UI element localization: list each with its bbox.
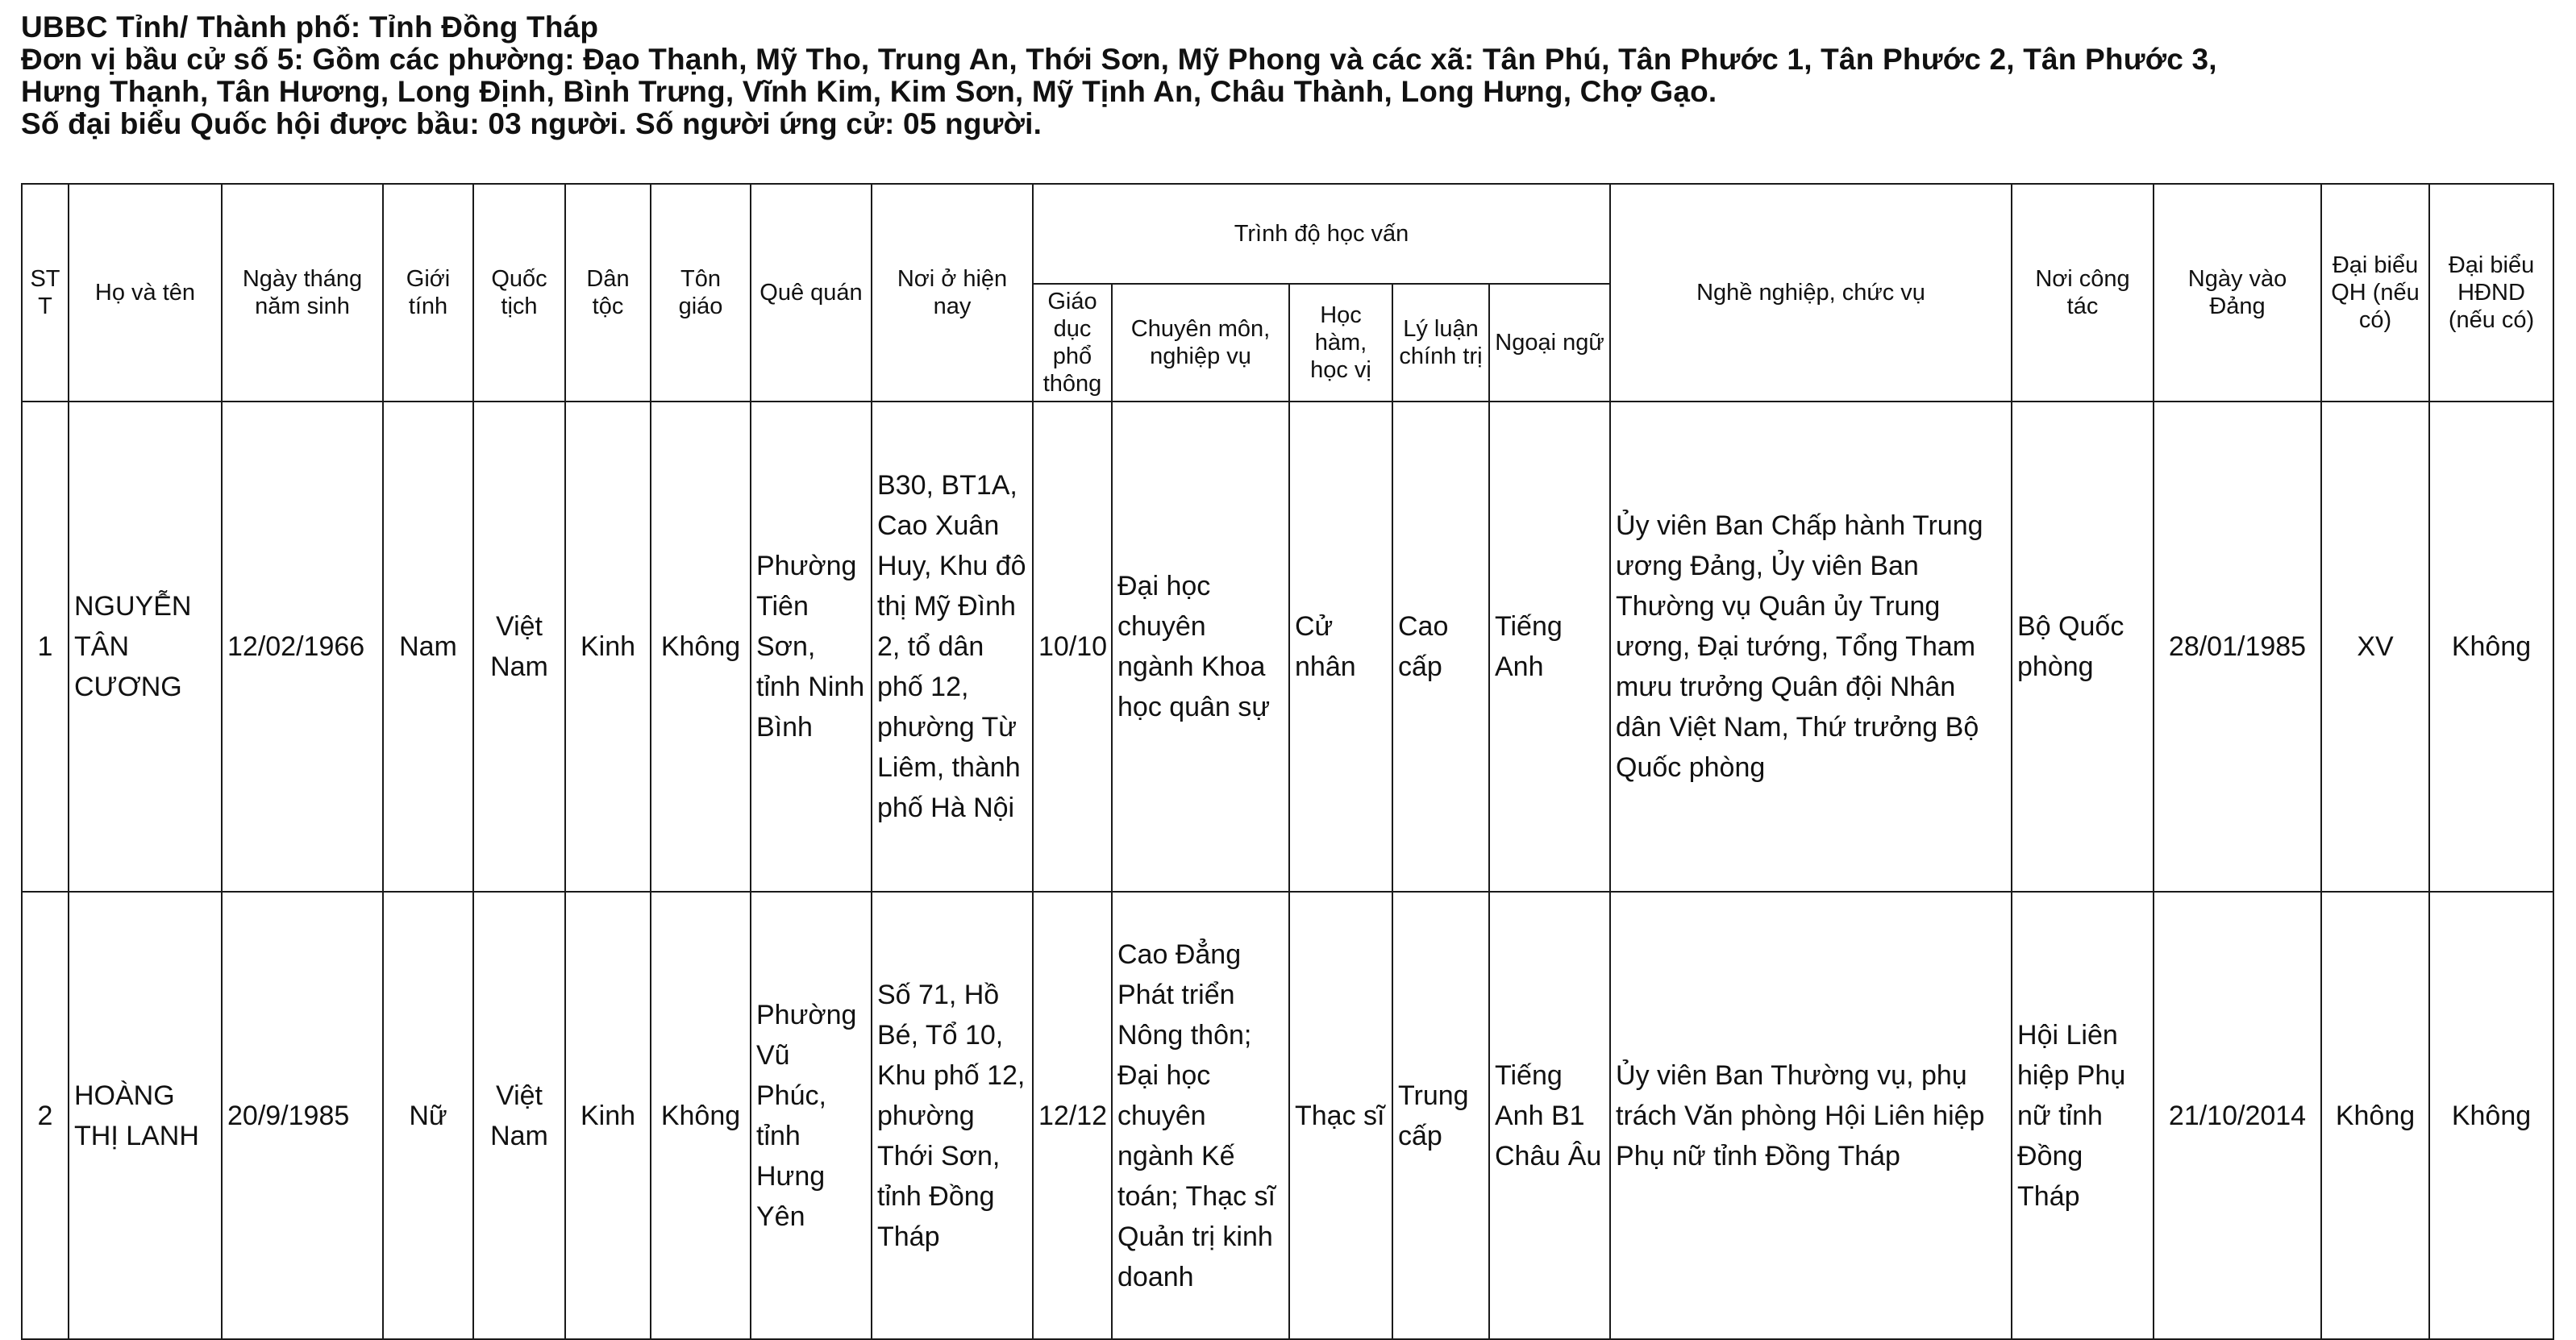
cell-residence: Số 71, Hồ Bé, Tổ 10, Khu phố 12, phường Thới Sơn, tỉnh Đồng Tháp (872, 892, 1033, 1339)
cell-na-delegate: XV (2321, 402, 2429, 892)
document-header (21, 11, 2553, 140)
cell-general-education: 10/10 (1033, 402, 1112, 892)
cell-dob: 12/02/1966 (222, 402, 383, 892)
constituency-line: Đơn vị bầu cử số 5: Gồm các phường: Đạo Thạnh, Mỹ Tho, Trung An, Thới Sơn, Mỹ Phong và các xã: Tân Phú, Tân Phước 1, Tân Phước 2, Tân Phước 3, (21, 43, 2217, 76)
cell-workplace: Bộ Quốc phòng (2012, 402, 2154, 892)
cell-hometown: Phường Vũ Phúc, tỉnh Hưng Yên (751, 892, 872, 1339)
header-na-delegate: Đại biểu QH (nếu có) (2321, 184, 2429, 402)
header-stt: ST T (22, 184, 69, 402)
header-hometown: Quê quán (751, 184, 872, 402)
cell-name: HOÀNG THỊ LANH (69, 892, 222, 1339)
cell-party-date: 28/01/1985 (2154, 402, 2321, 892)
cell-specialty: Cao Đẳng Phát triển Nông thôn; Đại học chuyên ngành Kế toán; Thạc sĩ Quản trị kinh doanh (1112, 892, 1289, 1339)
cell-na-delegate: Không (2321, 892, 2429, 1339)
constituency-line-continued: Hưng Thạnh, Tân Hương, Long Định, Bình Trưng, Vĩnh Kim, Kim Sơn, Mỹ Tịnh An, Châu Thành, Long Hưng, Chợ Gạo. (21, 75, 1717, 108)
header-name: Họ và tên (69, 184, 222, 402)
cell-gender: Nam (383, 402, 473, 892)
cell-workplace: Hội Liên hiệp Phụ nữ tỉnh Đồng Tháp (2012, 892, 2154, 1339)
delegate-count-line: Số đại biểu Quốc hội được bầu: 03 người. Số người ứng cử: 05 người. (21, 107, 1042, 140)
header-language: Ngoại ngữ (1489, 284, 1610, 402)
candidate-table (21, 183, 2554, 1340)
header-specialty: Chuyên môn, nghiệp vụ (1112, 284, 1289, 402)
cell-party-date: 21/10/2014 (2154, 892, 2321, 1339)
cell-gender: Nữ (383, 892, 473, 1339)
header-residence: Nơi ở hiện nay (872, 184, 1033, 402)
header-degree: Học hàm, học vị (1289, 284, 1392, 402)
cell-residence: B30, BT1A, Cao Xuân Huy, Khu đô thị Mỹ Đình 2, tổ dân phố 12, phường Từ Liêm, thành phố Hà Nội (872, 402, 1033, 892)
header-nationality: Quốc tịch (473, 184, 565, 402)
header-religion: Tôn giáo (651, 184, 751, 402)
committee-line: UBBC Tỉnh/ Thành phố: Tỉnh Đồng Tháp (21, 10, 599, 44)
cell-religion: Không (651, 402, 751, 892)
cell-council-delegate: Không (2429, 402, 2553, 892)
cell-degree: Cử nhân (1289, 402, 1392, 892)
cell-political-theory: Trung cấp (1392, 892, 1489, 1339)
header-workplace: Nơi công tác (2012, 184, 2154, 402)
cell-dob: 20/9/1985 (222, 892, 383, 1339)
header-general-education: Giáo dục phổ thông (1033, 284, 1112, 402)
header-ethnicity: Dân tộc (565, 184, 651, 402)
cell-nationality: Việt Nam (473, 402, 565, 892)
cell-occupation: Ủy viên Ban Chấp hành Trung ương Đảng, Ủy viên Ban Thường vụ Quân ủy Trung ương, Đại tướng, Tổng Tham mưu trưởng Quân đội Nhân dân Việt Nam, Thứ trưởng Bộ Quốc phòng (1610, 402, 2012, 892)
header-education-group: Trình độ học vấn (1033, 184, 1610, 284)
cell-language: Tiếng Anh B1 Châu Âu (1489, 892, 1610, 1339)
cell-ethnicity: Kinh (565, 402, 651, 892)
header-council-delegate: Đại biểu HĐND (nếu có) (2429, 184, 2553, 402)
header-gender: Giới tính (383, 184, 473, 402)
cell-specialty: Đại học chuyên ngành Khoa học quân sự (1112, 402, 1289, 892)
header-political-theory: Lý luận chính trị (1392, 284, 1489, 402)
table-header-row (22, 184, 2553, 284)
cell-hometown: Phường Tiên Sơn, tỉnh Ninh Bình (751, 402, 872, 892)
cell-political-theory: Cao cấp (1392, 402, 1489, 892)
cell-nationality: Việt Nam (473, 892, 565, 1339)
cell-language: Tiếng Anh (1489, 402, 1610, 892)
table-row (22, 892, 2553, 1339)
cell-general-education: 12/12 (1033, 892, 1112, 1339)
cell-occupation: Ủy viên Ban Thường vụ, phụ trách Văn phòng Hội Liên hiệp Phụ nữ tỉnh Đồng Tháp (1610, 892, 2012, 1339)
cell-stt: 1 (22, 402, 69, 892)
table-row (22, 402, 2553, 892)
cell-degree: Thạc sĩ (1289, 892, 1392, 1339)
cell-stt: 2 (22, 892, 69, 1339)
cell-religion: Không (651, 892, 751, 1339)
header-occupation: Nghề nghiệp, chức vụ (1610, 184, 2012, 402)
header-party-date: Ngày vào Đảng (2154, 184, 2321, 402)
header-dob: Ngày tháng năm sinh (222, 184, 383, 402)
cell-ethnicity: Kinh (565, 892, 651, 1339)
cell-council-delegate: Không (2429, 892, 2553, 1339)
cell-name: NGUYỄN TÂN CƯƠNG (69, 402, 222, 892)
